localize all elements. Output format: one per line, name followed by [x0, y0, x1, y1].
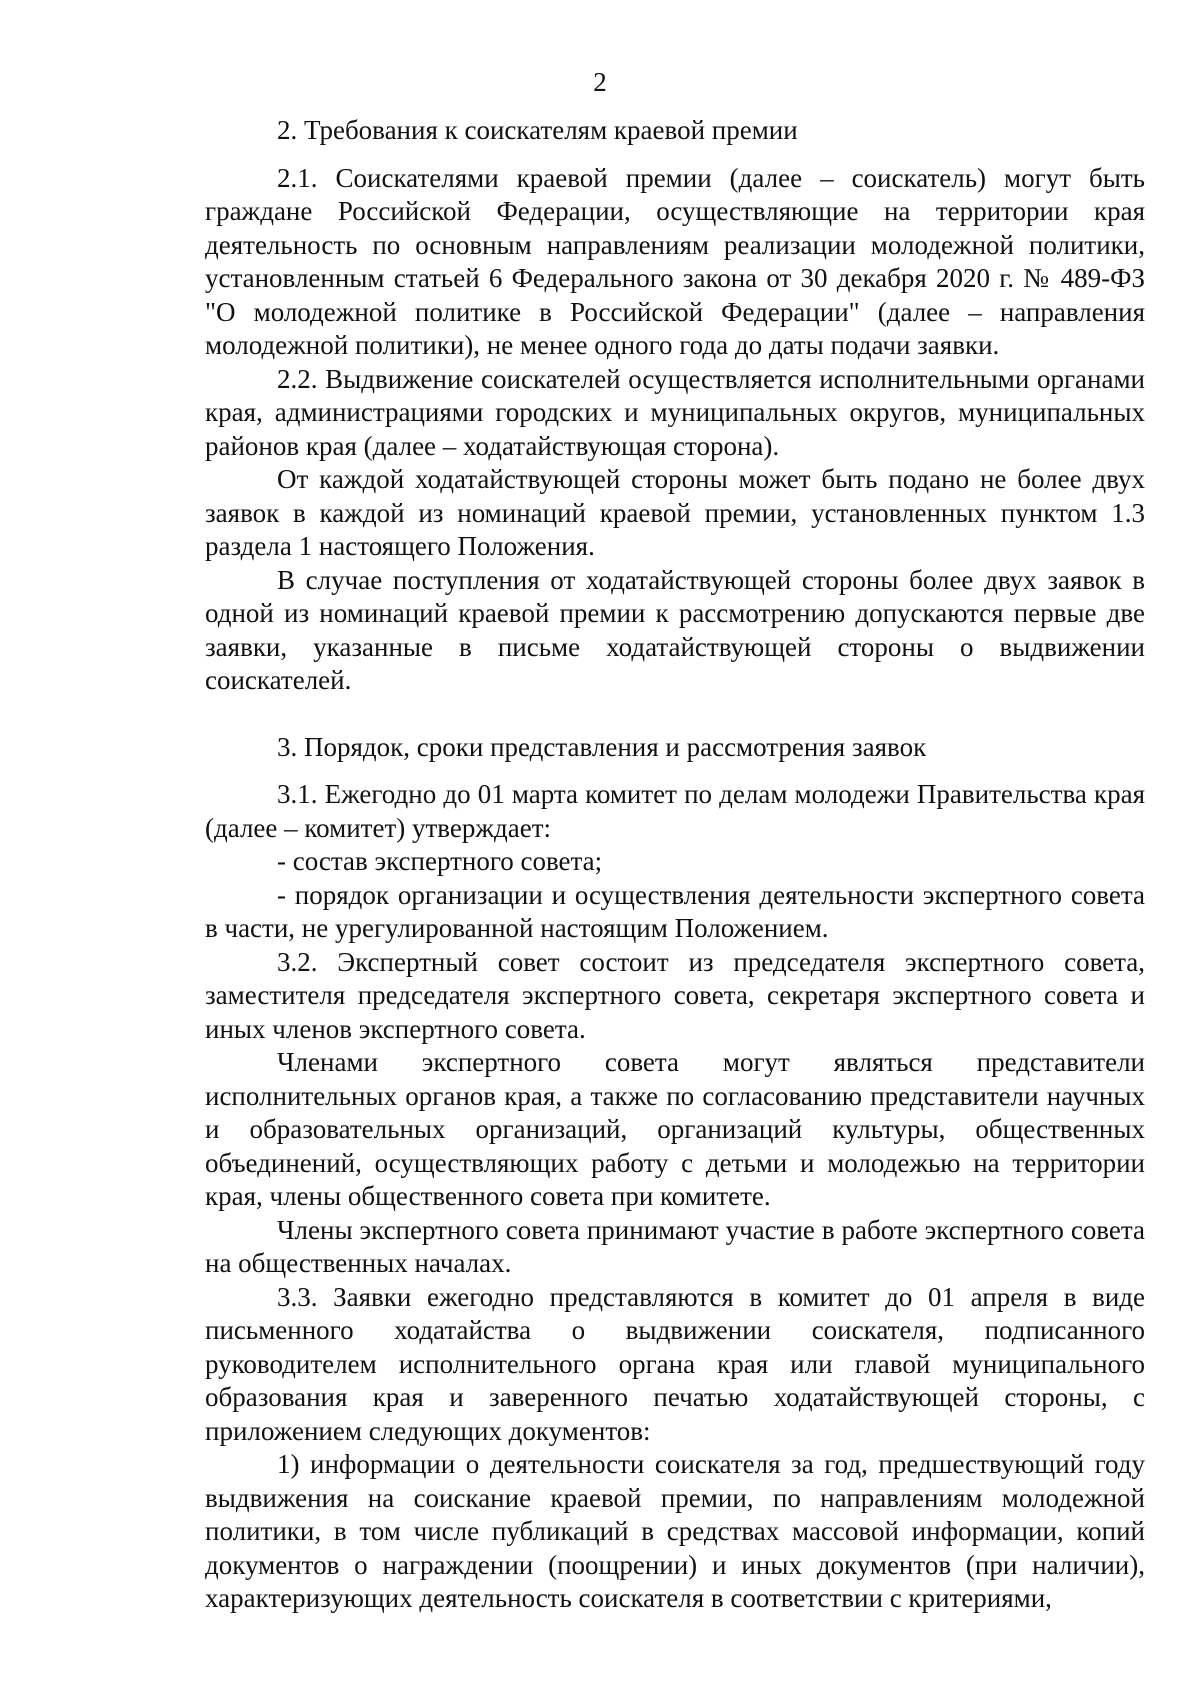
paragraph-2-2-limit: От каждой ходатайствующей стороны может быть подано не более двух заявок в каждой из номинаций краевой премии, установленных пунктом 1.3 раздела 1 настоящего Положения.	[205, 464, 1145, 561]
list-item-activity-info: 1) информации о деятельности соискателя за год, предшествующий году выдвижения на соискание краевой премии, по направлениям молодежной политики, в том числе публикаций в средствах массовой информации, копий документов о награждении (поощрении) и иных документов (при наличии), характеризующих деятельность соискателя в соответствии с критериями,	[205, 1449, 1145, 1613]
paragraph-3-2: 3.2. Экспертный совет состоит из председателя экспертного совета, заместителя председателя экспертного совета, секретаря экспертного совета и иных членов экспертного совета.	[205, 946, 1145, 1044]
paragraph-3-2-members: Членами экспертного совета могут являться представители исполнительных органов края, а также по согласованию представители научных и образовательных организаций, организаций культуры, общественных объединений, осуществляющих работу с детьми и молодежью на территории края, члены общественного совета при комитете.	[205, 1047, 1145, 1211]
section-spacer	[205, 698, 1145, 731]
paragraph-2-1: 2.1. Соискателями краевой премии (далее – соискатель) могут быть граждане Российской Федерации, осуществляющие на территории края деятельность по основным направлениям реализации молодежной политики, установленным статьей 6 Федерального закона от 30 декабря 2020 г. № 489-ФЗ "О молодежной политике в Российской Федерации" (далее – направления молодежной политики), не менее одного года до даты подачи заявки.	[205, 162, 1145, 360]
page-number: 2	[593, 67, 607, 97]
section-3-heading: 3. Порядок, сроки представления и рассмотрения заявок	[277, 731, 927, 762]
paragraph-3-2-voluntary: Члены экспертного совета принимают участие в работе экспертного совета на общественных началах.	[205, 1214, 1145, 1278]
paragraph-2-2: 2.2. Выдвижение соискателей осуществляется исполнительными органами края, администрациями городских и муниципальных округов, муниципальных районов края (далее – ходатайствующая сторона).	[205, 363, 1145, 461]
list-item-council-composition: - состав экспертного совета;	[277, 846, 603, 876]
paragraph-2-2-excess: В случае поступления от ходатайствующей стороны более двух заявок в одной из номинаций краевой премии к рассмотрению допускаются первые две заявки, указанные в письме ходатайствующей стороны о выдвижении соискателей.	[205, 564, 1145, 695]
document-body	[205, 114, 1145, 1616]
section-2-heading: 2. Требования к соискателям краевой премии	[277, 115, 798, 145]
paragraph-3-1: 3.1. Ежегодно до 01 марта комитет по делам молодежи Правительства края (далее – комитет) утверждает:	[205, 779, 1145, 843]
paragraph-3-3: 3.3. Заявки ежегодно представляются в комитет до 01 апреля в виде письменного ходатайства о выдвижении соискателя, подписанного руководителем исполнительного органа края или главой муниципального образования края и заверенного печатью ходатайствующей стороны, с приложением следующих документов:	[205, 1281, 1145, 1446]
list-item-council-procedure: - порядок организации и осуществления деятельности экспертного совета в части, не урегулированной настоящим Положением.	[205, 879, 1145, 943]
